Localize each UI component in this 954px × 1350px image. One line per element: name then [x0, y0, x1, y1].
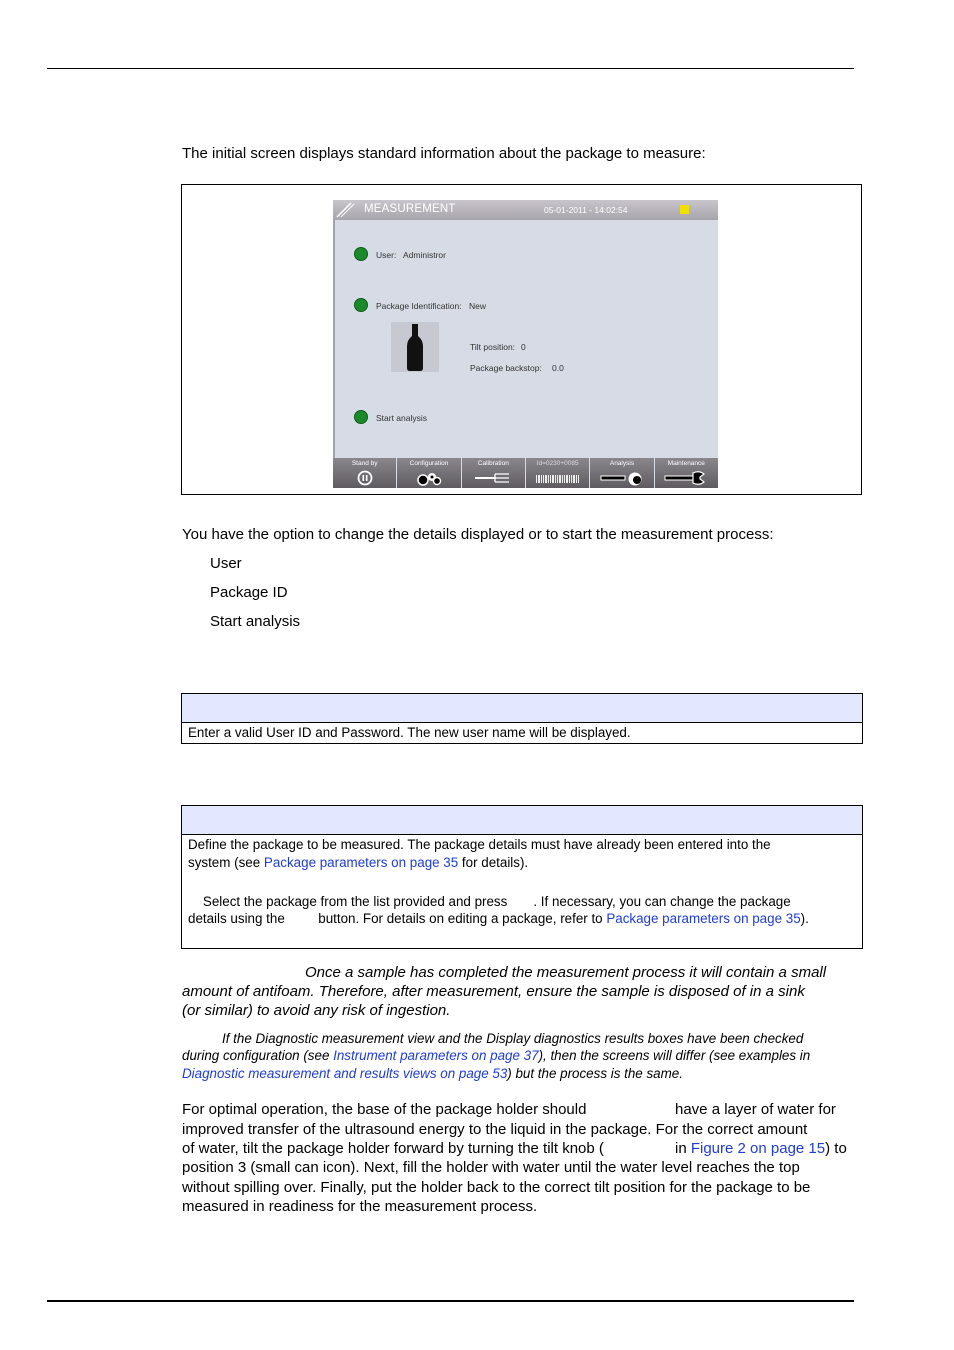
- package-label: Package Identification:: [376, 301, 462, 311]
- package-text-2c: ).: [800, 911, 809, 926]
- package-text-2a: Select the package from the list provided and press . If necessary, you can change the package: [202, 893, 791, 909]
- note-text-3b: ) but the process is the same.: [507, 1066, 683, 1081]
- header-rule: [47, 68, 854, 69]
- package-table-row-1: [182, 835, 862, 873]
- screen-datetime: 05-01-2011 - 14:02:54: [544, 205, 628, 215]
- maintenance-label: Maintenance: [667, 460, 705, 467]
- pause-icon: [357, 470, 373, 486]
- user-label: User:: [376, 250, 397, 260]
- user-table: [181, 693, 863, 744]
- pen-icon: [335, 202, 355, 218]
- calibration-button[interactable]: [462, 458, 526, 488]
- backstop-label: Package backstop:: [470, 363, 542, 373]
- package-table: [181, 805, 863, 949]
- configuration-label: Configuration: [409, 460, 449, 467]
- user-status-dot[interactable]: [354, 247, 368, 261]
- option-package-id: Package ID: [210, 584, 288, 601]
- figure-2-link[interactable]: Figure 2 on page 15: [690, 1140, 826, 1157]
- user-table-body: Enter a valid User ID and Password. The new user name will be displayed.: [188, 725, 631, 740]
- note-line-2: [182, 1047, 810, 1065]
- package-parameters-link-2[interactable]: Package parameters on page 35: [606, 911, 801, 926]
- instrument-parameters-link[interactable]: Instrument parameters on page 37: [333, 1048, 539, 1063]
- note-line-3: [182, 1065, 683, 1083]
- final-line-6: measured in readiness for the measurement process.: [182, 1198, 538, 1215]
- calibration-label: Calibration: [477, 460, 509, 467]
- package-id-button[interactable]: [526, 458, 590, 488]
- options-intro: You have the option to change the details displayed or to start the measurement process:: [182, 526, 774, 543]
- final-text-3b: in: [675, 1140, 691, 1157]
- screen-header: [333, 200, 718, 220]
- user-value[interactable]: Administror: [403, 250, 446, 260]
- diagnostic-views-link[interactable]: Diagnostic measurement and results views on page 53: [182, 1066, 508, 1081]
- final-line-5: without spilling over. Finally, put the holder back to the correct tilt position for the package to be: [182, 1179, 811, 1196]
- package-table-row-2: [182, 873, 862, 948]
- backstop-value: 0.0: [552, 363, 564, 373]
- warning-line-2: amount of antifoam. Therefore, after measurement, ensure the sample is disposed of in a sink: [182, 983, 805, 1000]
- note-line-1: If the Diagnostic measurement view and the Display diagnostics results boxes have been checked: [222, 1031, 804, 1046]
- warning-line-1: Once a sample has completed the measurement process it will contain a small: [305, 964, 827, 981]
- package-text-2b: details using the button. For details on editing a package, refer to: [188, 911, 607, 926]
- final-line-1a: For optimal operation, the base of the package holder should: [182, 1101, 587, 1118]
- package-text-1c: for details).: [458, 854, 529, 870]
- final-line-4: position 3 (small can icon). Next, fill the holder with water until the water level reaches the top: [182, 1159, 800, 1176]
- final-line-3a: of water, tilt the package holder forward by turning the tilt knob (: [182, 1140, 604, 1157]
- package-text-1b: system (see: [188, 854, 264, 870]
- analysis-button[interactable]: [590, 458, 654, 488]
- wrench-icon: [663, 470, 709, 486]
- intro-text: The initial screen displays standard information about the package to measure:: [182, 145, 706, 162]
- analysis-probe-icon: [599, 470, 645, 486]
- barcode-icon: [536, 473, 580, 485]
- footer-rule: [47, 1300, 854, 1302]
- final-line-2: improved transfer of the ultrasound energy to the liquid in the package. For the correct amount: [182, 1121, 808, 1138]
- package-text-1a: Define the package to be measured. The package details must have already been entered into the: [188, 837, 771, 852]
- start-status-dot[interactable]: [354, 410, 368, 424]
- option-user: User: [210, 555, 242, 572]
- package-value[interactable]: New: [469, 301, 487, 311]
- calibration-fork-icon: [473, 470, 513, 486]
- user-table-header: [182, 694, 862, 723]
- standby-button[interactable]: [333, 458, 397, 488]
- gears-icon: [416, 470, 442, 486]
- final-line-1b: have a layer of water for: [675, 1101, 836, 1118]
- package-image: [391, 322, 439, 372]
- measurement-screenshot: [333, 200, 718, 488]
- package-status-dot[interactable]: [354, 298, 368, 312]
- maintenance-button[interactable]: [655, 458, 718, 488]
- tilt-label: Tilt position:: [470, 342, 516, 352]
- final-line-3b: [675, 1139, 847, 1159]
- status-indicator: [680, 205, 689, 214]
- screen-edge: [333, 220, 335, 458]
- package-parameters-link-1[interactable]: Package parameters on page 35: [263, 854, 459, 870]
- package-id-label: Id=0230+0085: [536, 460, 579, 467]
- option-start-analysis: Start analysis: [210, 613, 301, 630]
- note-text-2a: during configuration (see: [182, 1048, 334, 1063]
- standby-label: Stand by: [351, 460, 378, 467]
- package-table-header: [182, 806, 862, 835]
- screen-title: MEASUREMENT: [364, 203, 456, 215]
- bottle-icon: [391, 322, 439, 372]
- tilt-value: 0: [521, 342, 526, 352]
- screen-toolbar: [333, 458, 718, 488]
- note-text-2b: ), then the screens will differ (see examples in: [538, 1048, 811, 1063]
- start-analysis-label[interactable]: Start analysis: [376, 413, 428, 423]
- configuration-button[interactable]: [397, 458, 461, 488]
- analysis-label: Analysis: [609, 460, 635, 467]
- final-text-3c: ) to: [825, 1140, 847, 1157]
- warning-line-3: (or similar) to avoid any risk of ingestion.: [182, 1002, 451, 1019]
